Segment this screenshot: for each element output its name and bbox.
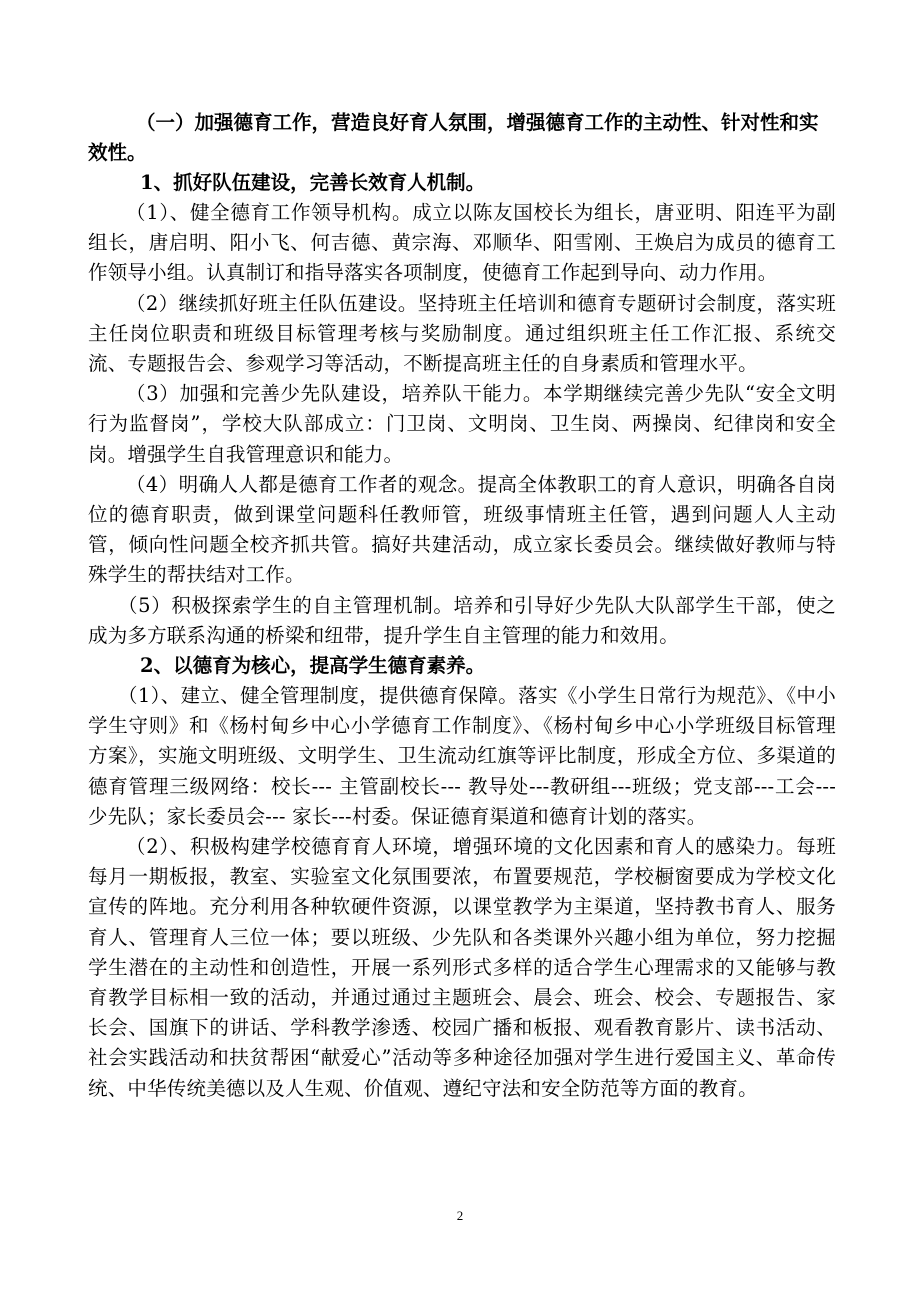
paragraph: （5）积极探索学生的自主管理机制。培养和引导好少先队大队部学生干部，使之成为多方联系沟通的桥梁和纽带，提升学生自主管理的能力和效用。 — [88, 593, 836, 647]
paragraph: （4）明确人人都是德育工作者的观念。提高全体教职工的育人意识，明确各自岗位的德育职责，做到课堂问题科任教师管，班级事情班主任管，遇到问题人人主动管，倾向性问题全校齐抓共管。搞好共建活动，成立家长委员会。继续做好教师与特殊学生的帮扶结对工作。 — [88, 472, 836, 587]
subsection-title-1: 1、抓好队伍建设，完善长效育人机制。 — [140, 171, 486, 194]
paragraph: （2）、积极构建学校德育育人环境，增强环境的文化因素和育人的感染力。每班每月一期板报，教室、实验室文化氛围要浓，布置要规范，学校橱窗要成为学校文化宣传的阵地。充分利用各种软硬件资源，以课堂教学为主渠道，坚持教书育人、服务育人、管理育人三位一体；要以班级、少先队和各类课外兴趣小组为单位，努力挖掘学生潜在的主动性和创造性，开展一系列形式多样的适合学生心理需求的又能够与教育教学目标相一致的活动，并通过通过主题班会、晨会、班会、校会、专题报告、家长会、国旗下的讲话、学科教学渗透、校园广播和板报、观看教育影片、读书活动、社会实践活动和扶贫帮困“献爱心”活动等多种途径加强对学生进行爱国主义、革命传统、中华传统美德以及人生观、价值观、遵纪守法和安全防范等方面的教育。 — [88, 835, 836, 1100]
subsection-title-2: 2、以德育为核心，提高学生德育素养。 — [140, 654, 486, 678]
paragraph: （3）加强和完善少先队建设，培养队干能力。本学期继续完善少先队“安全文明行为监督岗”，学校大队部成立：门卫岗、文明岗、卫生岗、两操岗、纪律岗和安全岗。增强学生自我管理意识和能力。 — [88, 382, 836, 466]
page-number: 2 — [456, 1208, 464, 1223]
paragraph: （1）、健全德育工作领导机构。成立以陈友国校长为组长，唐亚明、阳连平为副组长，唐启明、阳小飞、何吉德、黄宗海、邓顺华、阳雪刚、王焕启为成员的德育工作领导小组。认真制订和指导落实各项制度，使德育工作起到导向、动力作用。 — [88, 201, 836, 285]
document-body — [88, 108, 836, 1104]
paragraph: （2）继续抓好班主任队伍建设。坚持班主任培训和德育专题研讨会制度，落实班主任岗位职责和班级目标管理考核与奖励制度。通过组织班主任工作汇报、系统交流、专题报告会、参观学习等活动，不断提高班主任的自身素质和管理水平。 — [88, 291, 836, 376]
paragraph: （1）、建立、健全管理制度，提供德育保障。落实《小学生日常行为规范》、《中小学生守则》和《杨村甸乡中心小学德育工作制度》、《杨村甸乡中心小学班级目标管理方案》，实施文明班级、文明学生、卫生流动红旗等评比制度，形成全方位、多渠道的德育管理三级网络：校长--- 主管副校长--- 教导处---教研组---班级；党支部---工会--- 少先队；家长委员会--- 家长---村委。保证德育渠道和德育计划的落实。 — [88, 684, 836, 828]
section-heading: （一）加强德育工作，营造良好育人氛围，增强德育工作的主动性、针对性和实效性。 — [88, 111, 819, 164]
